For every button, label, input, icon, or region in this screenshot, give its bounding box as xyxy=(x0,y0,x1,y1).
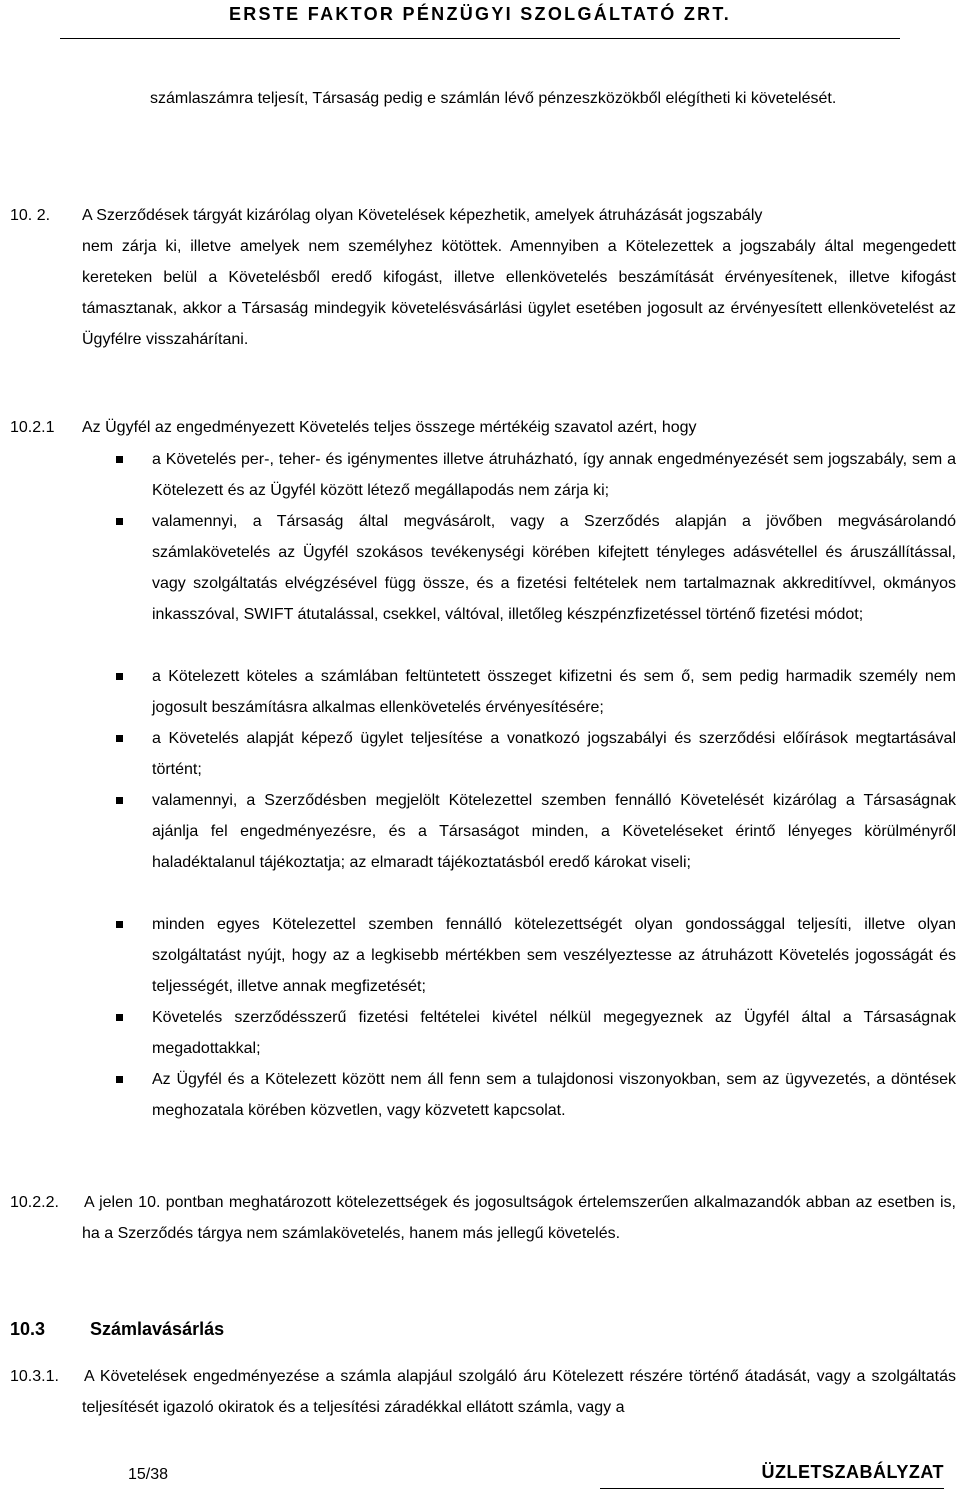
section-10-2-first-line: A Szerződések tárgyát kizárólag olyan Követelések képezhetik, amelyek átruházását jogszabály xyxy=(82,207,763,224)
section-10-2-2-number: 10.2.2. xyxy=(10,1194,59,1211)
section-10-3-1-paragraph: A Követelések engedményezése a számla alapjául szolgáló áru Kötelezett részére történő átadását, vagy a szolgáltatás teljesítését igazoló okiratok és a teljesítési záradékkal ellátott számla, vagy a xyxy=(82,1368,956,1416)
bullet-item: valamennyi, a Társaság által megvásárolt, vagy a Szerződés alapján a jövőben megvásárolandó számlakövetelés az Ügyfél szokásos tevékenységi körében kifejtett tényleges adásvétellel és áruszállítással, vagy szolgáltatás elvégzésével függ össze, és a fizetési feltételek nem tartalmaznak akkreditívvel, okmányos inkasszóval, SWIFT átutalással, csekkel, váltóval, illetőleg készpénzfizetéssel történő fizetési módot; xyxy=(152,513,956,623)
bullet-marker xyxy=(116,1014,123,1021)
footer-divider xyxy=(600,1488,944,1489)
bullet-item: Követelés szerződésszerű fizetési feltételei kivétel nélkül megegyeznek az Ügyfél által a Társaságnak megadottakkal; xyxy=(152,1009,956,1057)
section-10-2-number: 10. 2. xyxy=(10,207,51,224)
bullet-marker xyxy=(116,456,123,463)
bullet-marker xyxy=(116,797,123,804)
bullet-item: a Követelés alapját képező ügylet teljesítése a vonatkozó jogszabályi és szerződési előírások megtartásával történt; xyxy=(152,730,956,778)
bullet-item: a Követelés per-, teher- és igénymentes illetve átruházható, így annak engedményezését sem jogszabály, sem a Kötelezett és az Ügyfél között létező megállapodás nem zárja ki; xyxy=(152,451,956,499)
section-10-2-paragraph: nem zárja ki, illetve amelyek nem személyhez kötöttek. Amennyiben a Kötelezettek a jogszabály által megengedett kereteken belül a Követelésből eredő kifogást, illetve ellenkövetelés beszámítását érvényesítenek, illetve kifogást támasztanak, akkor a Társaság mindegyik követelésvásárlási ügylet esetében jogosult az érvényesített ellenkövetelést az Ügyfélre visszahárítani. xyxy=(82,238,956,348)
bullet-marker xyxy=(116,673,123,680)
bullet-item: Az Ügyfél és a Kötelezett között nem áll fenn sem a tulajdonosi viszonyokban, sem az ügyvezetés, a döntések meghozatala körében közvetlen, vagy közvetett kapcsolat. xyxy=(152,1071,956,1119)
bullet-marker xyxy=(116,1076,123,1083)
page-number: 15/38 xyxy=(128,1466,169,1483)
bullet-marker xyxy=(116,921,123,928)
company-header: ERSTE FAKTOR PÉNZÜGYI SZOLGÁLTATÓ ZRT. xyxy=(228,4,732,24)
bullet-item: valamennyi, a Szerződésben megjelölt Kötelezettel szemben fennálló Követelését kizárólag a Társaságnak ajánlja fel engedményezésre, és a Társaságot minden, a Követeléseket érintő lényeges körülményről haladéktalanul tájékoztatja; az elmaradt tájékoztatásból eredő károkat viseli; xyxy=(152,792,956,871)
section-10-3-1-number: 10.3.1. xyxy=(10,1368,59,1385)
section-10-3-number: 10.3 xyxy=(10,1319,46,1339)
document-title: ÜZLETSZABÁLYZAT xyxy=(761,1462,944,1482)
bullet-item: minden egyes Kötelezettel szemben fennálló kötelezettségét olyan gondossággal teljesíti, illetve olyan szolgáltatást nyújt, hogy az a legkisebb mértékben sem veszélyeztesse az átruházott Követelés jogosságát és teljességét, illetve annak megfizetését; xyxy=(152,916,956,995)
header-divider xyxy=(60,38,900,39)
bullet-item: a Kötelezett köteles a számlában feltüntetett összeget kifizetni és sem ő, sem pedig harmadik személy nem jogosult beszámításra alkalmas ellenkövetelés érvényesítésére; xyxy=(152,668,956,716)
bullet-marker xyxy=(116,518,123,525)
section-10-3-title: Számlavásárlás xyxy=(90,1319,225,1339)
section-10-2-1-number: 10.2.1 xyxy=(10,419,55,436)
bullet-marker xyxy=(116,735,123,742)
section-10-2-1-intro: Az Ügyfél az engedményezett Követelés teljes összege mértékéig szavatol azért, hogy xyxy=(82,419,697,436)
section-10-2-2-paragraph: A jelen 10. pontban meghatározott kötelezettségek és jogosultságok értelemszerűen alkalmazandók abban az esetben is, ha a Szerződés tárgya nem számlakövetelés, hanem más jellegű követelés. xyxy=(82,1194,956,1242)
intro-paragraph: számlaszámra teljesít, Társaság pedig e számlán lévő pénzeszközökből elégítheti ki követelését. xyxy=(150,90,837,107)
